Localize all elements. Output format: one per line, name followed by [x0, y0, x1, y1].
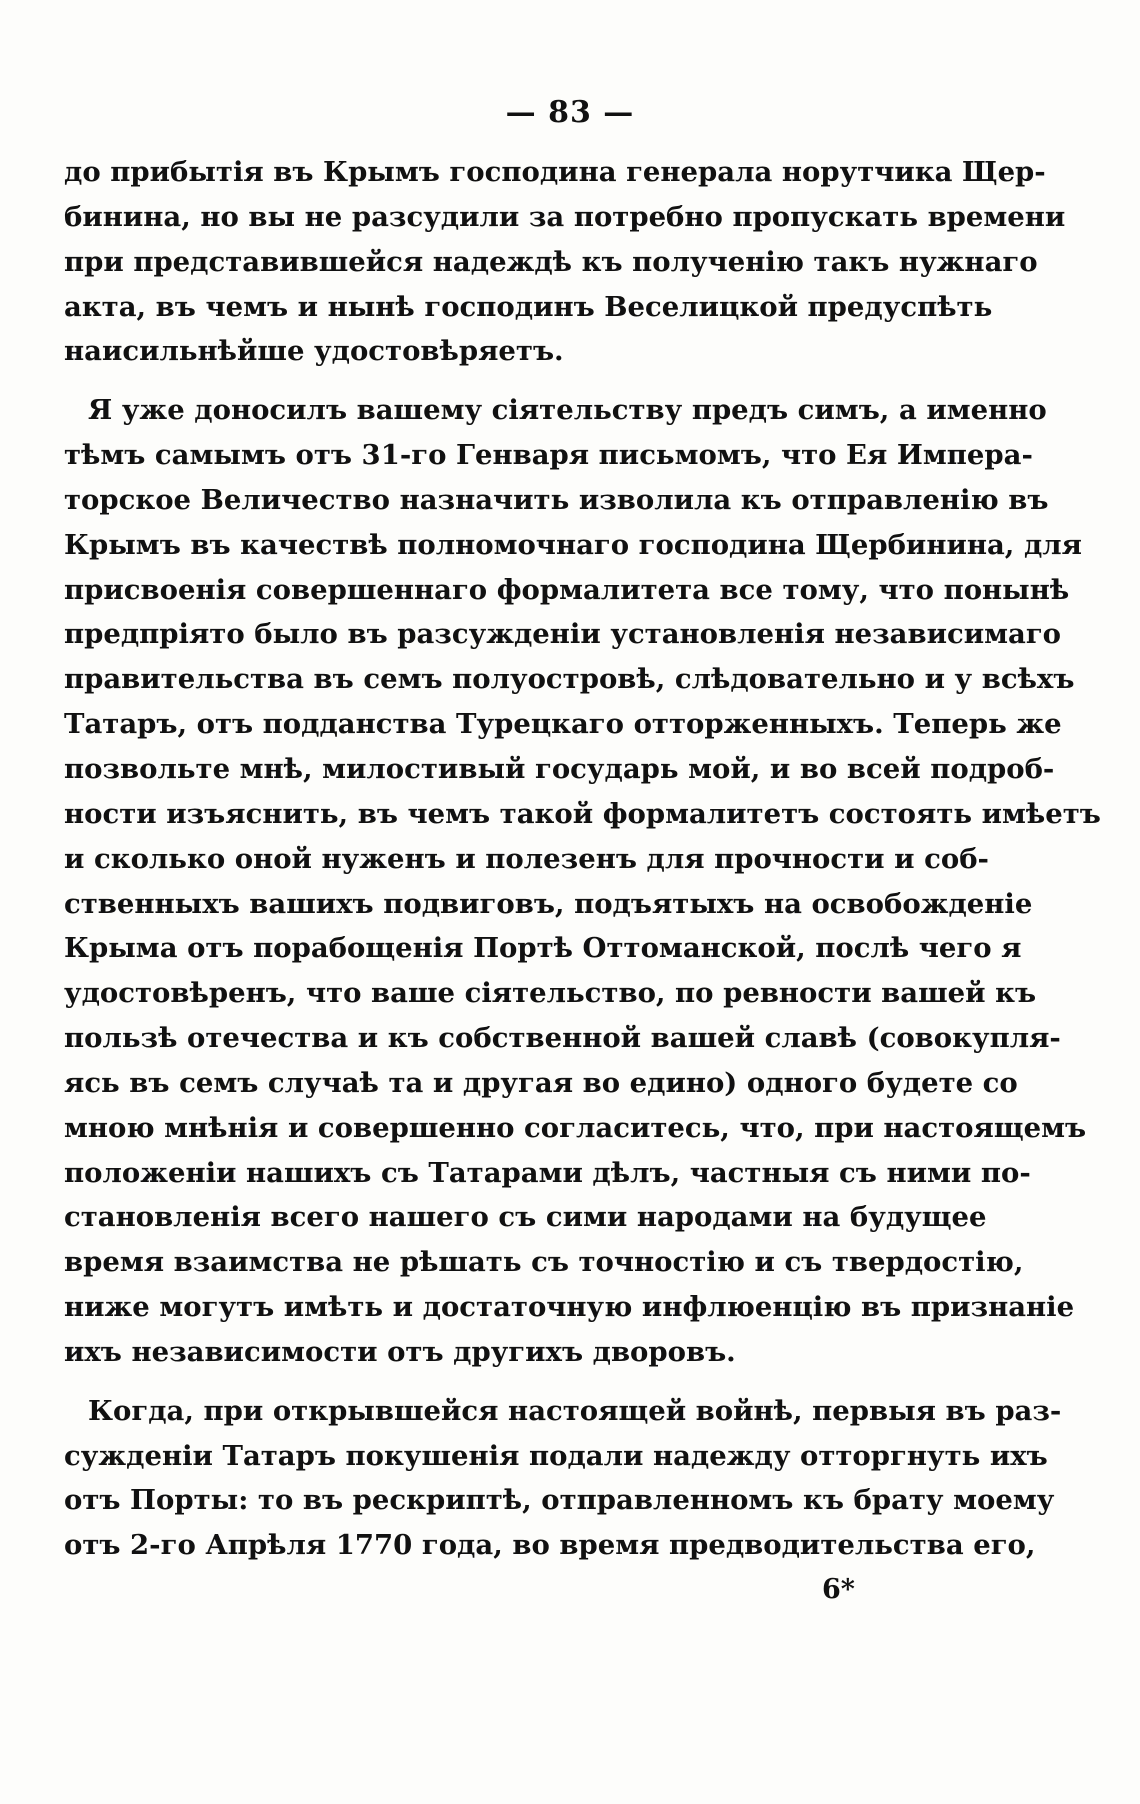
body-text — [64, 150, 1101, 1568]
page-number: — 83 — — [505, 95, 635, 130]
text-line: положеніи нашихъ съ Татарами дѣлъ, частныя съ ними по- — [64, 1156, 1031, 1189]
text-line: торское Величество назначить изволила къ отправленію въ — [64, 483, 1049, 516]
text-line: ихъ независимости отъ другихъ дворовъ. — [64, 1335, 736, 1368]
text-line: ясь въ семъ случаѣ та и другая во едино) одного будете со — [64, 1066, 1018, 1099]
text-line: Татаръ, отъ подданства Турецкаго отторженныхъ. Теперь же — [64, 708, 1062, 741]
text-line: позвольте мнѣ, милостивый государь мой, и во всей подроб- — [64, 752, 1055, 785]
text-line: отъ 2-го Апрѣля 1770 года, во время предводительства его, — [64, 1529, 1036, 1562]
text-line: отъ Порты: то въ рескриптѣ, отправленномъ къ брату моему — [64, 1484, 1055, 1517]
text-line: ственныхъ вашихъ подвиговъ, подъятыхъ на освобожденіе — [64, 887, 1033, 920]
text-line: при представившейся надеждѣ къ полученію такъ нужнаго — [64, 245, 1038, 278]
text-line: ниже могутъ имѣть и достаточную инфлюенцію въ признаніе — [64, 1291, 1075, 1324]
text-line: время взаимства не рѣшать съ точностію и съ твердостію, — [64, 1246, 1024, 1279]
text-line: Когда, при открывшейся настоящей войнѣ, первыя въ раз- — [88, 1394, 1062, 1427]
text-line: и сколько оной нуженъ и полезенъ для прочности и соб- — [64, 842, 989, 875]
paragraph-2 — [64, 388, 1101, 1375]
text-line: Крымъ въ качествѣ полномочнаго господина Щербинина, для — [64, 528, 1082, 561]
text-line: пользѣ отечества и къ собственной вашей славѣ (совокупля- — [64, 1022, 1061, 1055]
text-line: акта, въ чемъ и нынѣ господинъ Веселицкой предуспѣть — [64, 290, 993, 323]
paragraph-3 — [64, 1389, 1062, 1568]
text-line: Я уже доносилъ вашему сіятельству предъ симъ, а именно — [88, 394, 1047, 427]
text-line: тѣмъ самымъ отъ 31-го Генваря письмомъ, что Ея Импера- — [64, 439, 1033, 472]
text-line: предпріято было въ разсужденіи установленія независимаго — [64, 618, 1062, 651]
printer-signature-mark: 6* — [822, 1574, 855, 1605]
text-line: удостовѣренъ, что ваше сіятельство, по ревности вашей къ — [64, 977, 1037, 1010]
text-line: сужденіи Татаръ покушенія подали надежду отторгнуть ихъ — [64, 1439, 1048, 1472]
text-line: бинина, но вы не разсудили за потребно пропускать времени — [64, 200, 1066, 233]
text-line: присвоенія совершеннаго формалитета все тому, что понынѣ — [64, 573, 1070, 606]
text-line: мною мнѣнія и совершенно согласитесь, что, при настоящемъ — [64, 1111, 1087, 1144]
text-line: становленія всего нашего съ сими народами на будущее — [64, 1201, 987, 1234]
text-line: правительства въ семъ полуостровѣ, слѣдовательно и у всѣхъ — [64, 663, 1075, 696]
text-line: наисильнѣйше удостовѣряетъ. — [64, 335, 564, 368]
text-line: Крыма отъ порабощенія Портѣ Оттоманской, послѣ чего я — [64, 932, 1022, 965]
text-line: ности изъяснить, въ чемъ такой формалитетъ состоять имѣетъ — [64, 797, 1101, 830]
text-line: до прибытія въ Крымъ господина генерала норутчика Щер- — [64, 156, 1046, 188]
paragraph-1 — [64, 150, 1066, 374]
